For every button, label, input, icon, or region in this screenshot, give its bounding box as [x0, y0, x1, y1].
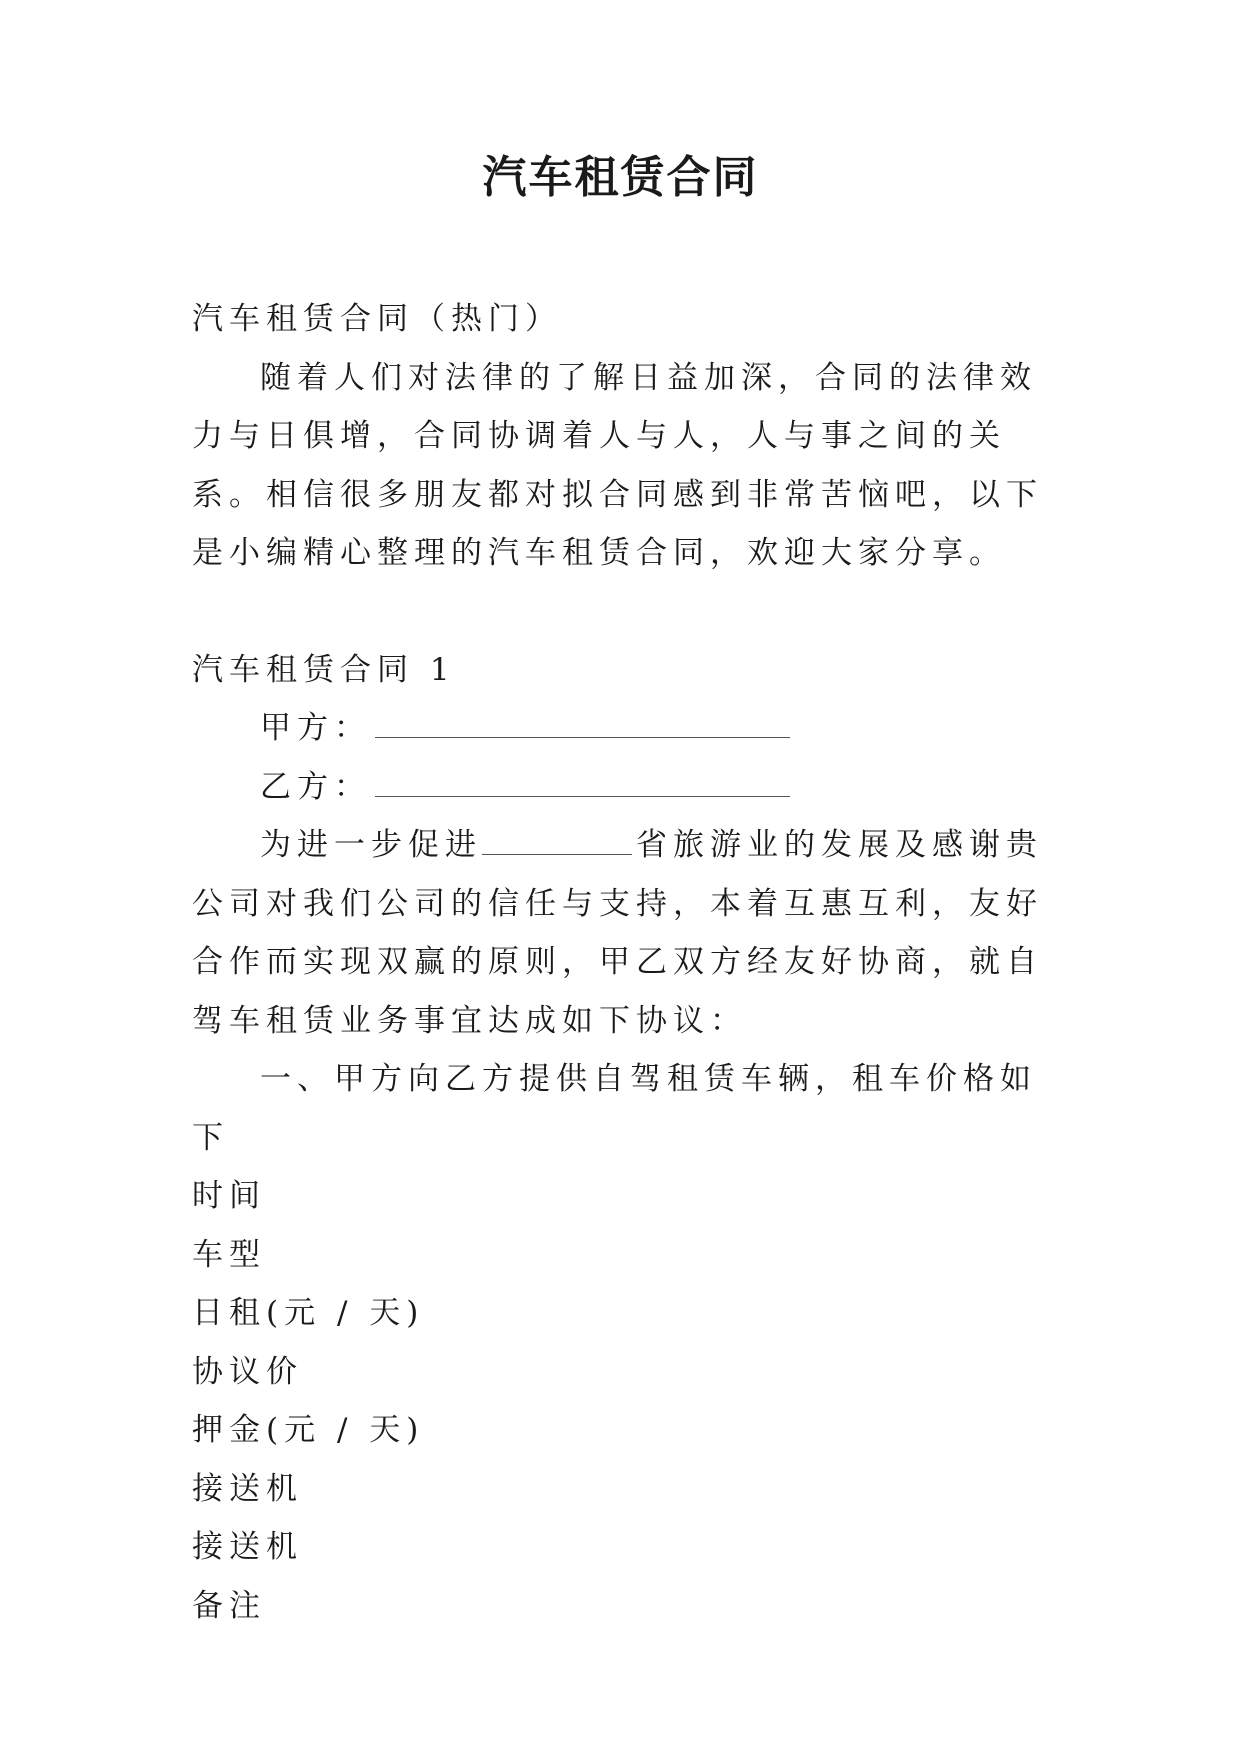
agreement-text-before: 为进一步促进: [260, 827, 482, 863]
paragraph-spacer: [192, 583, 1054, 641]
table-item-daily-rent: 日租(元 / 天): [192, 1295, 425, 1331]
document-body: [192, 290, 1054, 1635]
clause-1: 一、甲方向乙方提供自驾租赁车辆，租车价格如下: [192, 1061, 1037, 1156]
document-title: 汽车租赁合同: [482, 152, 759, 203]
party-b-blank[interactable]: [375, 766, 790, 797]
document-subtitle: 汽车租赁合同（热门）: [192, 301, 562, 337]
agreement-paragraph: [192, 816, 1054, 1050]
province-blank[interactable]: [482, 824, 632, 855]
party-a-line: [192, 699, 1054, 758]
table-item-deposit: 押金(元 / 天): [192, 1412, 425, 1448]
party-b-line: [192, 758, 1054, 817]
table-item-agreed-price: 协议价: [192, 1353, 303, 1390]
table-item-airport-transfer: 接送机: [192, 1470, 303, 1507]
table-item-remarks: 备注: [192, 1587, 266, 1624]
section-heading: 汽车租赁合同 1: [192, 651, 456, 688]
table-item-time: 时间: [192, 1178, 266, 1214]
intro-paragraph: 随着人们对法律的了解日益加深，合同的法律效力与日俱增，合同协调着人与人，人与事之间的关系。相信很多朋友都对拟合同感到非常苦恼吧，以下是小编精心整理的汽车租赁合同，欢迎大家分享。: [192, 359, 1043, 571]
table-item-airport-transfer-2: 接送机: [192, 1529, 303, 1565]
agreement-text-after: 省旅游业的发展及感谢贵公司对我们公司的信任与支持，本着互惠互利，友好合作而实现双赢的原则，甲乙双方经友好协商，就自驾车租赁业务事宜达成如下协议：: [192, 827, 1043, 1039]
party-a-blank[interactable]: [375, 707, 790, 738]
party-a-label: 甲方：: [260, 710, 371, 746]
party-b-label: 乙方：: [260, 768, 371, 805]
table-item-model: 车型: [192, 1236, 266, 1273]
